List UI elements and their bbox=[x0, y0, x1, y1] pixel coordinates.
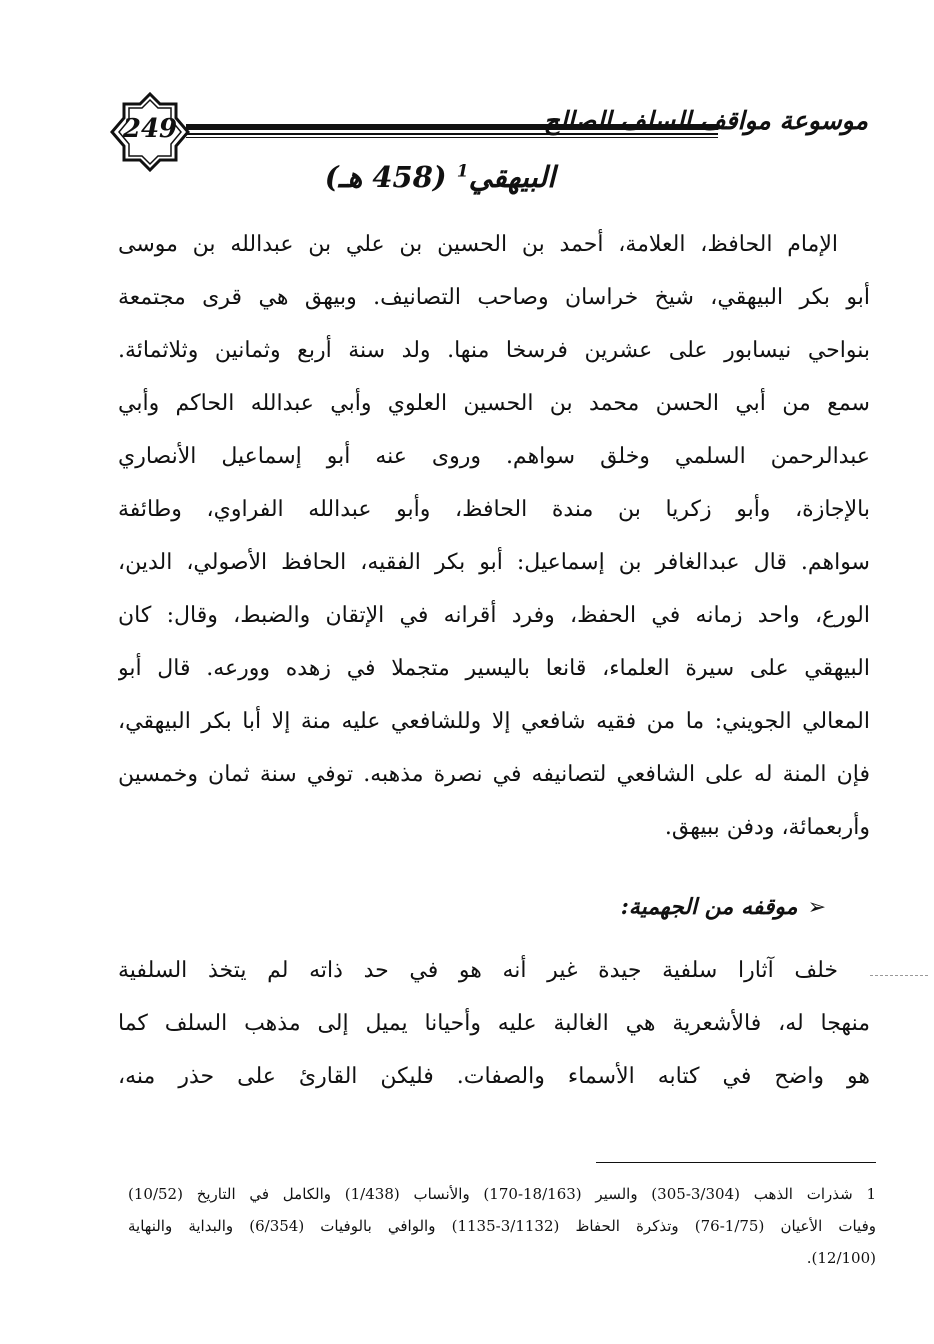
body-line: المعالي الجويني: ما من فقيه شافعي إلا وللشافعي عليه منة إلا أبا بكر البيهقي، bbox=[118, 709, 870, 734]
footnote-separator bbox=[596, 1162, 876, 1163]
body-line: الورع، واحد زمانه في الحفظ، وفرد أقرانه في الإتقان والضبط، وقال: كان bbox=[118, 603, 870, 628]
chapter-name: البيهقي bbox=[468, 160, 556, 194]
body-line: وأربعمائة، ودفن ببيهق. bbox=[664, 815, 870, 840]
body-line: عبدالرحمن السلمي وخلق سواهم. وروى عنه أبو إسماعيل الأنصاري bbox=[118, 444, 870, 469]
body-line: سمع من أبي الحسن محمد بن الحسين العلوي وأبي عبدالله الحاكم وأبي bbox=[118, 391, 870, 416]
margin-dash-mark bbox=[870, 975, 928, 977]
footnote-marker: 1 bbox=[456, 161, 469, 182]
arrow-bullet-icon: ➢ bbox=[807, 895, 826, 920]
body-line: بنواحي نيسابور على عشرين فرسخا منها. ولد سنة أربع وثمانين وثلاثمائة. bbox=[118, 338, 870, 363]
section-line: منهجا له، فالأشعرية هي الغالبة عليه وأحيانا يميل إلى مذهب السلف كما bbox=[118, 1011, 870, 1036]
section-line: خلف آثارا سلفية جيدة غير أنه هو في حد ذاته لم يتخذ السلفية bbox=[118, 958, 838, 983]
body-line: الإمام الحافظ، العلامة، أحمد بن الحسين بن علي بن عبدالله بن موسى bbox=[118, 232, 838, 257]
biography-paragraph bbox=[118, 218, 870, 854]
section-heading-text: موقفه من الجهمية: bbox=[620, 894, 798, 920]
page-number: 249 bbox=[122, 114, 178, 144]
footnotes bbox=[128, 1178, 876, 1274]
section-line: هو واضح في كتابه الأسماء والصفات. فليكن القارئ على حذر منه، bbox=[118, 1064, 870, 1089]
chapter-title bbox=[250, 160, 630, 194]
chapter-date: (458 هـ) bbox=[324, 160, 447, 194]
section-heading bbox=[426, 894, 826, 920]
body-line: بالإجازة، وأبو زكريا بن مندة الحافظ، وأبو عبدالله الفراوي، وطائفة bbox=[118, 497, 870, 522]
section-paragraph bbox=[118, 944, 870, 1103]
body-line: أبو بكر البيهقي، شيخ خراسان وصاحب التصانيف. وبيهق هي قرى مجتمعة bbox=[118, 285, 870, 310]
body-line: فإن المنة له على الشافعي لتصانيفه في نصرة مذهبه. توفي سنة ثمان وخمسين bbox=[118, 762, 870, 787]
running-title: موسوعة مواقف السلف الصالح bbox=[543, 106, 868, 135]
footnote-line: 1 شذرات الذهب (3/304-305) والسير (18/163-170) والأنساب (1/438) والكامل في التاريخ (10/52) bbox=[128, 1185, 876, 1203]
body-line: البيهقي على سيرة العلماء، قانعا باليسير متجملا في زهده وورعه. قال أبو bbox=[118, 656, 870, 681]
body-line: سواهم. قال عبدالغافر بن إسماعيل: أبو بكر الفقيه، الحافظ الأصولي، الدين، bbox=[118, 550, 870, 575]
footnote-line: (12/100). bbox=[806, 1249, 876, 1267]
page-number-badge bbox=[108, 92, 192, 172]
footnote-line: وفيات الأعيان (1/75-76) وتذكرة الحفاظ (3/1132-1135) والوافي بالوفيات (6/354) والبداية والنهاية bbox=[128, 1217, 876, 1235]
